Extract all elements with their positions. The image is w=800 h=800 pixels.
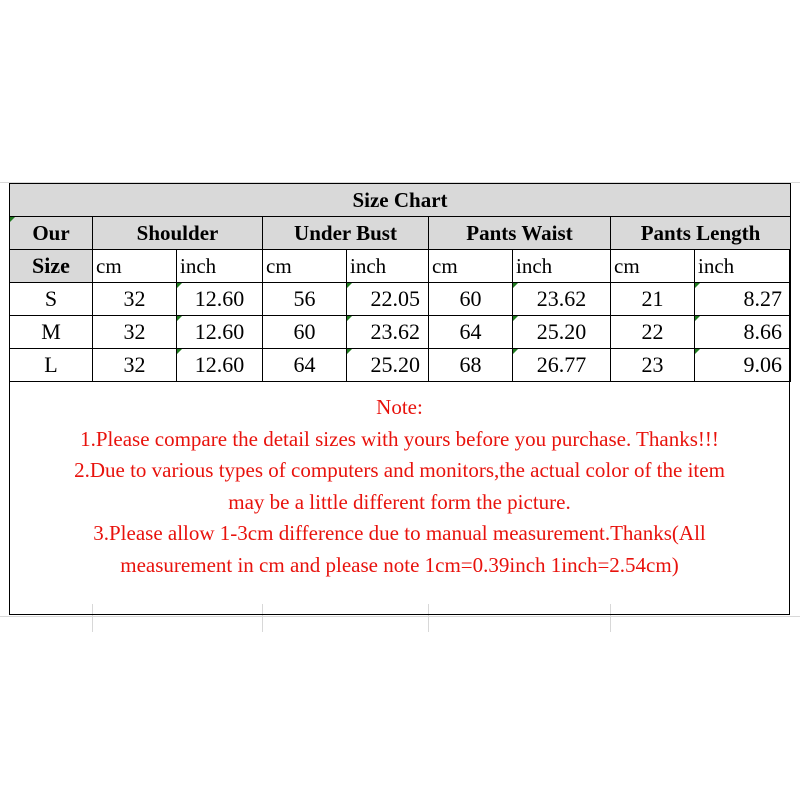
size-header-bottom: Size xyxy=(10,250,93,283)
table-cell: 32 xyxy=(93,316,177,349)
table-cell: 9.06 xyxy=(695,349,791,382)
note-line: 3.Please allow 1-3cm difference due to manual measurement.Thanks(All xyxy=(93,521,706,545)
table-cell: 8.27 xyxy=(695,283,791,316)
group-header-shoulder: Shoulder xyxy=(93,217,263,250)
size-label: L xyxy=(10,349,93,382)
cell-marker xyxy=(695,349,700,354)
cell-marker xyxy=(347,349,352,354)
note-line: measurement in cm and please note 1cm=0.39inch 1inch=2.54cm) xyxy=(120,552,679,577)
cell-marker xyxy=(10,217,15,222)
cell-marker xyxy=(177,283,182,288)
unit-label: inch xyxy=(695,250,791,283)
table-cell: 26.77 xyxy=(513,349,611,382)
table-cell: 21 xyxy=(611,283,695,316)
size-label: S xyxy=(10,283,93,316)
unit-label: inch xyxy=(177,250,263,283)
note-heading: Note: xyxy=(376,395,423,419)
size-chart-table xyxy=(9,183,791,382)
group-header-under-bust: Under Bust xyxy=(263,217,429,250)
cell-marker xyxy=(695,283,700,288)
header-row xyxy=(10,217,791,250)
group-header-pants-waist: Pants Waist xyxy=(429,217,611,250)
table-cell: 64 xyxy=(429,316,513,349)
table-cell: 22.05 xyxy=(347,283,429,316)
size-label: M xyxy=(10,316,93,349)
note-line: 1.Please compare the detail sizes with yours before you purchase. Thanks!!! xyxy=(80,426,719,451)
cell-marker xyxy=(695,316,700,321)
table-cell: 32 xyxy=(93,283,177,316)
cell-marker xyxy=(513,283,518,288)
table-row xyxy=(10,349,791,382)
note-line: may be a little different form the picture. xyxy=(228,489,571,514)
cell-marker xyxy=(177,349,182,354)
cell-marker xyxy=(347,283,352,288)
chart-title: Size Chart xyxy=(10,184,791,217)
table-cell: 22 xyxy=(611,316,695,349)
unit-label: cm xyxy=(93,250,177,283)
table-row xyxy=(10,283,791,316)
sheet-gridline xyxy=(0,616,800,617)
table-cell: 32 xyxy=(93,349,177,382)
table-cell: 23 xyxy=(611,349,695,382)
note-line: 2.Due to various types of computers and monitors,the actual color of the item xyxy=(74,458,725,482)
unit-label: inch xyxy=(513,250,611,283)
table-cell: 56 xyxy=(263,283,347,316)
table-cell: 23.62 xyxy=(513,283,611,316)
table-cell: 12.60 xyxy=(177,316,263,349)
cell-marker xyxy=(513,316,518,321)
table-cell: 60 xyxy=(263,316,347,349)
unit-label: cm xyxy=(611,250,695,283)
cell-marker xyxy=(513,349,518,354)
unit-label: cm xyxy=(263,250,347,283)
group-header-pants-length: Pants Length xyxy=(611,217,791,250)
table-cell: 12.60 xyxy=(177,283,263,316)
note-block xyxy=(9,392,790,581)
table-cell: 25.20 xyxy=(347,349,429,382)
table-cell: 64 xyxy=(263,349,347,382)
cell-marker xyxy=(347,316,352,321)
table-cell: 12.60 xyxy=(177,349,263,382)
table-cell: 8.66 xyxy=(695,316,791,349)
cell-marker xyxy=(177,316,182,321)
size-header-top: Our xyxy=(10,217,93,250)
table-cell: 25.20 xyxy=(513,316,611,349)
table-cell: 60 xyxy=(429,283,513,316)
title-row xyxy=(10,184,791,217)
table-cell: 68 xyxy=(429,349,513,382)
table-row xyxy=(10,316,791,349)
unit-label: inch xyxy=(347,250,429,283)
unit-label: cm xyxy=(429,250,513,283)
units-row xyxy=(10,250,791,283)
table-cell: 23.62 xyxy=(347,316,429,349)
